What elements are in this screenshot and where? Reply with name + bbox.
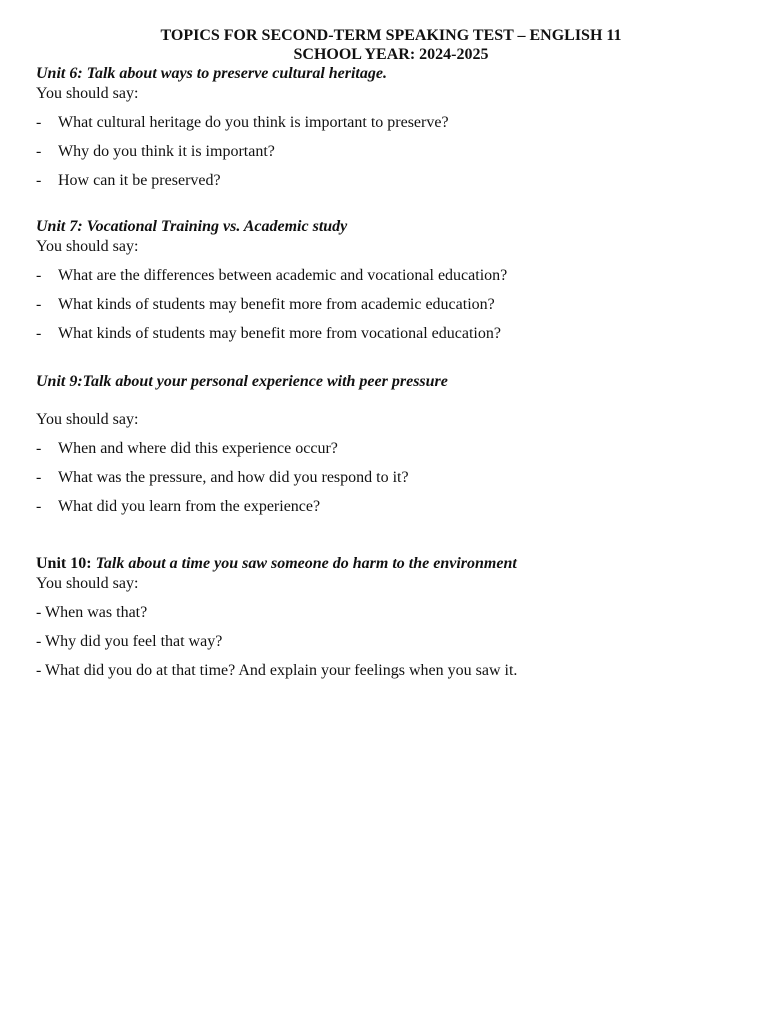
bullet-dash: - [36,325,42,342]
bullet-dash: - [36,469,42,486]
unit-10-heading [36,554,736,574]
document-title [34,26,748,64]
question-text: What was the pressure, and how did you respond to it? [58,469,409,486]
question-text: What kinds of students may benefit more from vocational education? [58,325,501,342]
title-line-1: TOPICS FOR SECOND-TERM SPEAKING TEST – ENGLISH 11 [160,27,622,44]
question-text: How can it be preserved? [58,172,221,189]
list-item [36,142,736,162]
unit-6-section [36,64,736,191]
question-text: Why do you think it is important? [58,143,275,160]
bullet-dash: - [36,267,42,284]
unit-10-section [36,554,736,681]
question-text: What are the differences between academic and vocational education? [58,267,508,284]
bullet-dash: - [36,114,42,131]
list-item [36,295,736,315]
bullet-dash: - [36,296,42,313]
unit-10-label: Unit 10: [36,555,96,572]
unit-9-heading: Unit 9:Talk about your personal experience with peer pressure [36,373,448,390]
unit-9-question-list [36,439,736,517]
bullet-dash: - [36,143,42,160]
list-item [36,171,736,191]
unit-10-prompt: You should say: [36,575,139,592]
list-item [36,468,736,488]
unit-10-topic: Talk about a time you saw someone do harm to the environment [95,555,517,572]
bullet-dash: - [36,172,42,189]
list-item: - Why did you feel that way? [36,633,223,650]
list-item [36,439,736,459]
bullet-dash: - [36,440,42,457]
list-item [36,497,736,517]
list-item [36,324,736,344]
unit-9-section [36,372,736,517]
unit-6-prompt: You should say: [36,85,139,102]
unit-6-heading: Unit 6: Talk about ways to preserve cultural heritage. [36,65,387,82]
unit-7-prompt: You should say: [36,238,139,255]
question-text: What cultural heritage do you think is important to preserve? [58,114,449,131]
question-text: What did you learn from the experience? [58,498,321,515]
list-item: - What did you do at that time? And explain your feelings when you saw it. [36,662,518,679]
list-item [36,113,736,133]
list-item [36,266,736,286]
unit-7-heading: Unit 7: Vocational Training vs. Academic study [36,218,348,235]
question-text: When and where did this experience occur? [58,440,338,457]
unit-6-question-list [36,113,736,191]
question-text: What kinds of students may benefit more from academic education? [58,296,495,313]
unit-9-prompt: You should say: [36,411,139,428]
unit-7-section [36,217,736,344]
unit-10-question-list [36,603,736,681]
title-line-2: SCHOOL YEAR: 2024-2025 [293,46,489,63]
document-page [36,26,736,681]
list-item: - When was that? [36,604,148,621]
unit-7-question-list [36,266,736,344]
bullet-dash: - [36,498,42,515]
